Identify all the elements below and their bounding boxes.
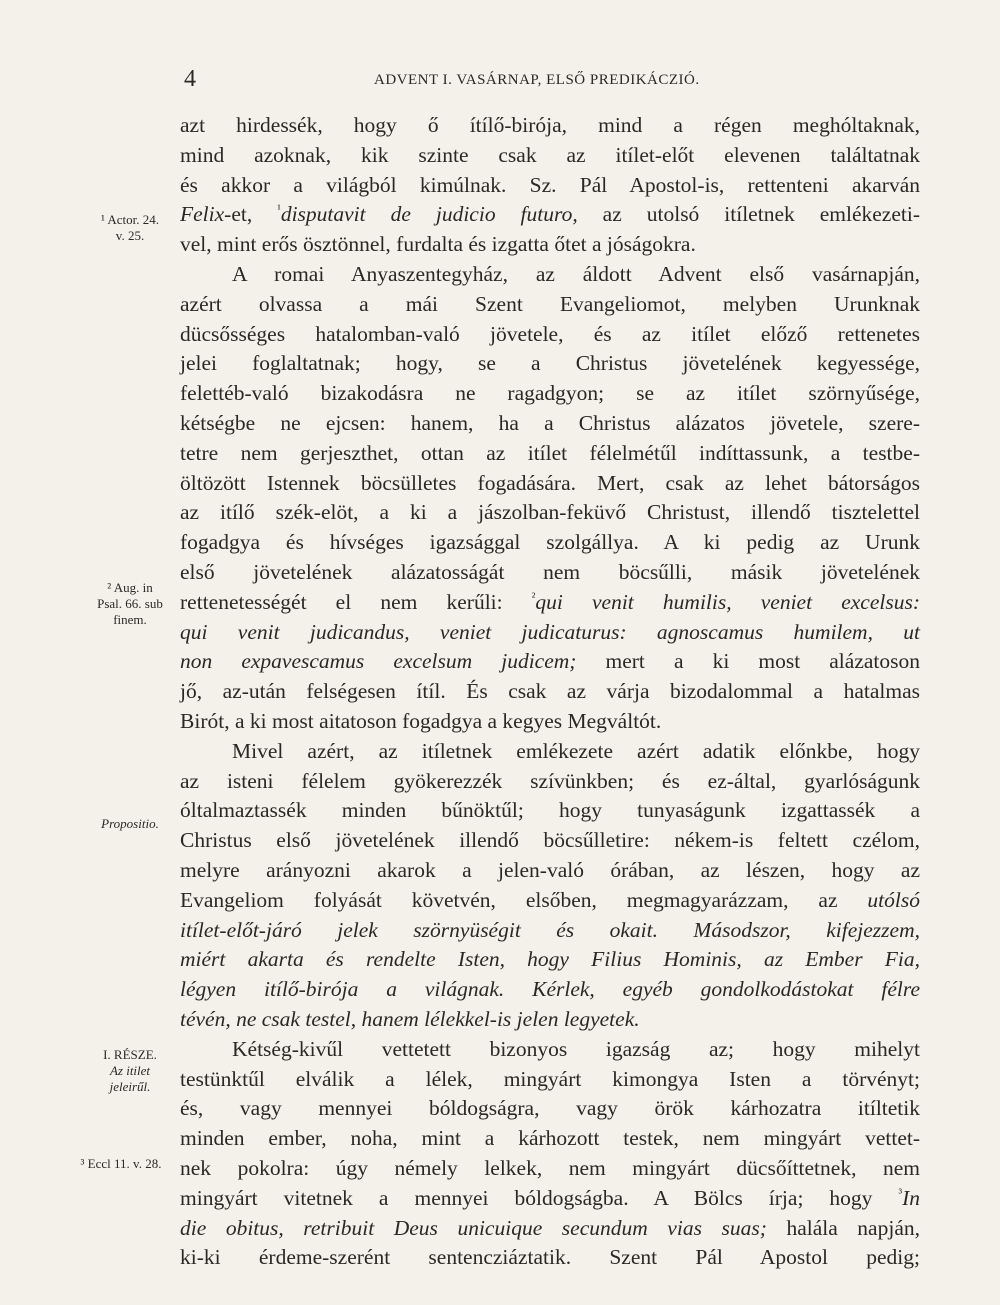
- text-line: [180, 470, 920, 497]
- text-line: [180, 648, 920, 675]
- text-line: [180, 261, 920, 288]
- text-segment: non expavescamus excelsum judicem;: [180, 649, 577, 674]
- text-line: [180, 976, 920, 1003]
- text-segment: légyen itílő-birója a világnak. Kérlek, egyéb gondolkodástokat félre: [180, 977, 920, 1002]
- text-segment: nek pokolra: úgy némely lelkek, nem mingyárt dücsőíttetnek, nem: [180, 1156, 920, 1180]
- text-segment: Felix: [180, 202, 225, 227]
- margin-note-line: I. RÉSZE.: [103, 1047, 157, 1062]
- text-line: [180, 1125, 920, 1152]
- text-line: [180, 946, 920, 973]
- margin-note: [82, 1047, 178, 1095]
- text-segment: az isteni félelem gyökerezzék szívünkben; és ez-által, gyarlóságunk: [180, 768, 920, 793]
- margin-note-line: Az itilet: [109, 1063, 151, 1078]
- text-segment: itílet-előt-járó jelek szörnyüségit és okait. Másodszor, kifejezzem,: [180, 917, 920, 942]
- margin-note-line: v. 25.: [115, 228, 145, 243]
- text-line: [180, 589, 920, 616]
- margin-note-line: ² Aug. in: [107, 580, 153, 595]
- text-segment: Kétség-kivűl vettetett bizonyos igazság az; hogy mihelyt: [232, 1036, 920, 1061]
- text-segment: minden ember, noha, mint a kárhozott testek, nem mingyárt vettet-: [180, 1126, 920, 1151]
- text-line: [180, 1215, 920, 1242]
- text-line: [180, 917, 920, 944]
- text-segment: rettenetességét el nem kerűli:: [180, 589, 532, 614]
- text-segment: és akkor a világból kimúlnak. Sz. Pál Apostol-is, rettenteni akarván: [180, 172, 920, 197]
- text-line: [180, 172, 920, 199]
- text-segment: In: [902, 1185, 920, 1210]
- text-line: [180, 350, 920, 377]
- margin-note-line: Psal. 66. sub: [97, 596, 163, 611]
- text-segment: melyre arányozni akarok a jelen-való órában, az lészen, hogy az: [180, 858, 920, 882]
- text-line: [180, 738, 920, 765]
- text-line: [180, 440, 920, 467]
- margin-note-line: ³ Eccl 11. v. 28.: [80, 1156, 162, 1171]
- text-line: [180, 231, 920, 258]
- text-segment: die obitus, retribuit Deus unicuique secundum vias suas;: [180, 1215, 767, 1240]
- text-line: [180, 1006, 920, 1033]
- text-segment: mingyárt vitetnek a mennyei bóldogságba. A Bölcs írja; hogy: [180, 1185, 899, 1210]
- text-segment: A romai Anyaszentegyház, az áldott Advent első vasárnapján,: [232, 262, 920, 286]
- text-segment: kétségbe ne ejcsen: hanem, ha a Christus alázatos jövetele, szere-: [180, 411, 920, 435]
- margin-note-line: jeleirűl.: [109, 1079, 151, 1094]
- text-line: [180, 857, 920, 884]
- text-segment: mert a ki most alázatoson: [576, 649, 920, 674]
- text-line: [180, 1036, 920, 1063]
- text-segment: azért olvassa a mái Szent Evangeliomot, melyben Urunknak: [180, 291, 920, 316]
- text-line: [180, 708, 920, 735]
- text-segment: tévén, ne csak testel, hanem lélekkel-is jelen legyetek.: [180, 1007, 640, 1031]
- text-segment: dücsősséges hatalomban-való jövetele, és az itílet előző rettenetes: [180, 321, 920, 346]
- text-line: [180, 410, 920, 437]
- margin-note-line: ¹ Actor. 24.: [100, 212, 160, 227]
- margin-note: [86, 580, 174, 628]
- margin-note: [62, 1156, 180, 1172]
- text-line: [180, 321, 920, 348]
- text-segment: vel, mint erős ösztönnel, furdalta és izgatta őtet a jóságokra.: [180, 232, 696, 257]
- text-segment: halála napján,: [766, 1215, 920, 1240]
- text-segment: Christus első jövetelének illendő böcsűlletire: nékem-is feltett czélom,: [180, 828, 920, 853]
- text-segment: óltalmaztassék minden bűnöktűl; hogy tunyaságunk izgattassék a: [180, 798, 920, 823]
- text-segment: jő, az-után felségesen ítíl. És csak az várja bizodalommal a hatalmas: [180, 679, 920, 704]
- page-number: 4: [184, 66, 196, 92]
- text-segment: Evangeliom folyását követvén, elsőben, megmagyarázzam, az: [180, 887, 868, 912]
- text-segment: -et,: [224, 202, 278, 227]
- footnote-marker: ²: [531, 589, 536, 604]
- text-segment: disputavit de judicio futuro,: [280, 202, 578, 227]
- text-segment: miért akarta és rendelte Isten, hogy Filius Hominis, az Ember Fia,: [180, 947, 920, 972]
- text-line: [180, 768, 920, 795]
- text-segment: azt hirdessék, hogy ő ítílő-birója, mind a régen meghóltaknak,: [180, 113, 920, 137]
- text-segment: Birót, a ki most aitatoson fogadgya a kegyes Megváltót.: [180, 709, 662, 733]
- text-line: [180, 1155, 920, 1182]
- text-segment: tetre nem gerjeszthet, ottan az itílet félelmétűl indíttassunk, a testbe-: [180, 440, 920, 465]
- text-line: [180, 529, 920, 556]
- text-line: [180, 1185, 920, 1212]
- text-segment: utólsó: [867, 887, 920, 912]
- text-line: [180, 291, 920, 318]
- text-line: [180, 380, 920, 407]
- text-line: [180, 499, 920, 526]
- margin-note-line: Propositio.: [101, 816, 159, 831]
- text-segment: az itílő szék-elöt, a ki a jászolban-feküvő Christust, illendő tisztelettel: [180, 500, 920, 525]
- footnote-marker: ³: [898, 1185, 903, 1200]
- text-segment: ki-ki érdeme-szerént sentencziáztatik. Szent Pál Apostol pedig;: [180, 1245, 920, 1270]
- footnote-marker: ¹: [277, 202, 281, 217]
- text-line: [180, 1244, 920, 1271]
- margin-note-line: finem.: [113, 612, 147, 627]
- text-segment: és, vagy mennyei bóldogságra, vagy örök kárhozatra itíltetik: [180, 1096, 920, 1121]
- running-head: ADVENT I. VASÁRNAP, ELSŐ PREDIKÁCZIÓ.: [374, 72, 700, 88]
- margin-note: [80, 816, 180, 832]
- text-segment: fogadgya és hívséges igazsággal szolgállya. A ki pedig az Urunk: [180, 530, 920, 555]
- text-segment: testünktűl elválik a lélek, mingyárt kimongya Isten a törvényt;: [180, 1066, 920, 1091]
- text-line: [180, 887, 920, 914]
- text-line: [180, 827, 920, 854]
- text-segment: jelei foglaltatnak; hogy, se a Christus jövetelének kegyessége,: [180, 351, 920, 376]
- text-line: [180, 559, 920, 586]
- text-segment: qui venit humilis, veniet excelsus:: [535, 589, 920, 614]
- text-line: [180, 112, 920, 139]
- text-line: [180, 678, 920, 705]
- text-segment: Mivel azért, az itíletnek emlékezete azért adatik előnkbe, hogy: [232, 738, 920, 763]
- text-line: [180, 619, 920, 646]
- text-segment: az utolsó itíletnek emlékezeti-: [577, 202, 920, 227]
- text-line: [180, 142, 920, 169]
- text-segment: első jövetelének alázatosságát nem böcsűlli, másik jövetelének: [180, 560, 920, 584]
- margin-note: [80, 212, 180, 244]
- text-line: [180, 797, 920, 824]
- text-segment: öltözött Istennek böcsülletes fogadására. Mert, csak az lehet bátorságos: [180, 470, 920, 495]
- text-line: [180, 1095, 920, 1122]
- text-segment: felettéb-való bizakodásra ne ragadgyon; se az itílet szörnyűsége,: [180, 381, 920, 406]
- text-segment: mind azoknak, kik szinte csak az itílet-előt elevenen találtatnak: [180, 142, 920, 167]
- text-segment: qui venit judicandus, veniet judicaturus: agnoscamus humilem, ut: [180, 619, 920, 644]
- text-line: [180, 201, 920, 228]
- text-line: [180, 1066, 920, 1093]
